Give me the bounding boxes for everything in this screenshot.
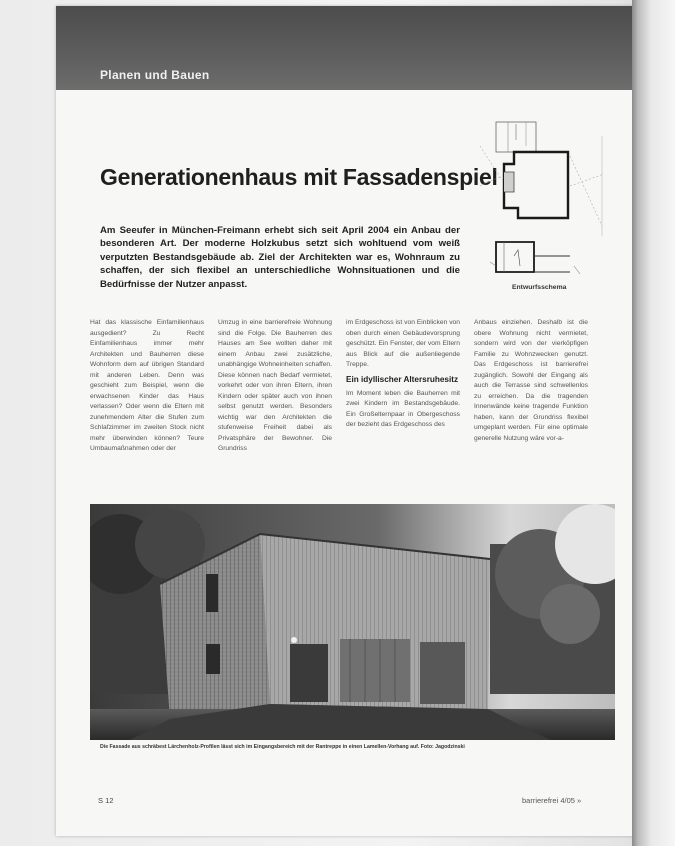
magazine-page xyxy=(56,6,634,836)
photo-caption: Die Fassade aus schräbest Lärchenholz-Profilen lässt sich im Eingangsbereich mit der Rantreppe in einen Lamellen-Vorhang auf. Foto: Jagodzinski xyxy=(100,744,465,750)
magazine-issue: barrierefrei 4/05 » xyxy=(522,796,582,805)
text-column-2 xyxy=(218,318,332,498)
text-column-4 xyxy=(474,318,588,498)
text-column-1 xyxy=(90,318,204,498)
house-photo-illustration xyxy=(90,504,615,740)
column-2-paragraph: Umzug in eine barrierefreie Wohnung sind die Folge. Die Bauherren des Hauses am See wollten daher mit einem Anbau zwei zusätzliche, unabhängige Wohneinheiten schaffen. Diese können nach Bedarf vermietet, vorkehrt oder von ihren Eltern, ihren Kindern oder später auch von ihnen selbst genutzt werden. Besonders wichtig war den Architekten die stufenweise Freiheit dabei als Privatsphäre der Bewohner. Die Grundriss xyxy=(218,319,332,452)
header-band xyxy=(56,6,634,90)
house-photo xyxy=(90,504,615,740)
column-3-paragraph: im Erdgeschoss ist von Einblicken von oben durch einen Gebäudevorsprung geschützt. Ein Fenster, der vom Eltern aus Blick auf die außenliegende Treppe. xyxy=(346,319,460,368)
page-number: S 12 xyxy=(98,796,114,805)
column-3-subheading: Ein idyllischer Altersruhesitz xyxy=(346,374,459,384)
article-title: Generationenhaus mit Fassadenspiel xyxy=(100,164,498,190)
binding-shadow xyxy=(632,0,675,846)
floor-plan-sketch xyxy=(474,116,634,286)
column-4-paragraph: Anbaus einziehen. Deshalb ist die obere Wohnung nicht vermietet, sondern wird von der vierköpfigen Familie zu Wohnzwecken genutzt. Das Erdgeschoss ist barrierefrei zugänglich. Sowohl der Eingang als auch die Terrasse sind schwellenlos zu erreichen. Da die tragenden Innenwände keine tragende Funktion haben, kann der Grundriss flexibel umgeplant werden. Für eine optimale generelle Nutzung wäre vor-a- xyxy=(474,319,588,442)
column-1-paragraph: Hat das klassische Einfamilienhaus ausgedient? Zu Recht Einfamilienhaus immer mehr Architekten und Bauherren diese Wohnform dem auf übrigen Standard mit anderen Leben. Denn was geschieht zum Beispiel, wenn die erwachsenen Kinder das Haus verlassen? Oder wenn die Eltern mit zunehmendem Alter die Stufen zum Schlafzimmer im zweiten Stock nicht mehr überwinden können? Teure Umbaumaßnahmen oder der xyxy=(90,319,204,452)
sketch-caption: Entwurfsschema xyxy=(512,284,567,291)
article-lead: Am Seeufer in München-Freimann erhebt sich seit April 2004 ein Anbau der besonderen Art. Der moderne Holzkubus setzt sich wohltuend vom weiß verputzten Bestandsgebäude ab. Ziel der Architekten war es, Wohnraum zu schaffen, der sich flexibel an unterschiedliche Wohnsituationen und die Bedürfnisse der Nutzer anpasst. xyxy=(100,225,460,290)
section-label: Planen und Bauen xyxy=(100,68,210,82)
column-3-paragraph-2: Im Moment leben die Bauherren mit zwei Kindern im Bestandsgebäude. Ein Großelternpaar in Obergeschoss der bezieht das Erdgeschoss des xyxy=(346,389,460,428)
text-column-3 xyxy=(346,318,460,498)
